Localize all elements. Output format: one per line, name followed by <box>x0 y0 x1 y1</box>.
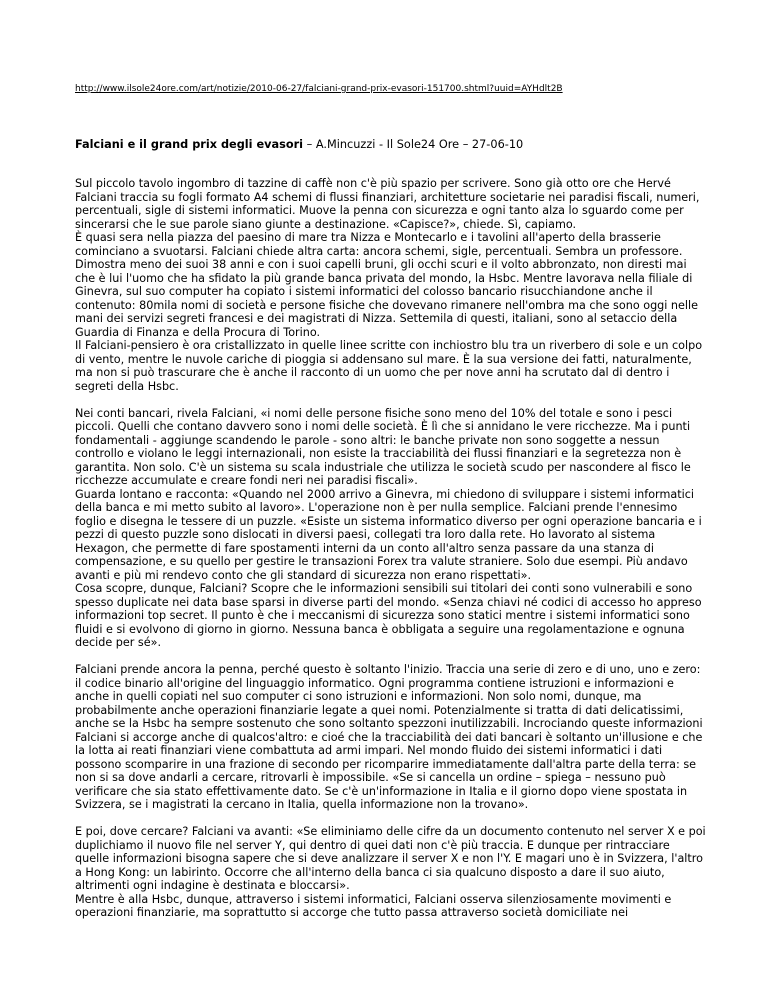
paragraph: È quasi sera nella piazza del paesino di mare tra Nizza e Montecarlo e i tavolini all'aperto della brasserie cominciano a svuotarsi. Falciani chiede altra carta: ancora schemi, sigle, percentuali. Sembra un professore. Dimostra meno dei suoi 38 anni e con i suoi capelli bruni, gli occhi scuri e il volto abbronzato, non diresti mai che è lui l'uomo che ha sfidato la più grande banca privata del mondo, la Hsbc. Mentre lavorava nella filiale di Ginevra, sul suo computer ha copiato i sistemi informatici del colosso bancario risucchiandone anche il contenuto: 80mila nomi di società e persone fisiche che dovevano rimanere nell'ombra ma che sono oggi nelle mani dei servizi segreti francesi e dei magistrati di Nizza. Settemila di questi, italiani, sono al setaccio della Guardia di Finanza e della Procura di Torino. <box>75 231 699 339</box>
article-heading <box>75 138 707 152</box>
article-byline: – A.Mincuzzi - Il Sole24 Ore – 27-06-10 <box>303 138 524 151</box>
paragraph: Il Falciani-pensiero è ora cristallizzato in quelle linee scritte con inchiostro blu tra un riverbero di sole e un colpo di vento, mentre le nuvole cariche di pioggia si addensano sul mare. È la sua versione dei fatti, naturalmente, ma non si può trascurare che è anche il racconto di un uomo che per nove anni ha scrutato dal di dentro i segreti della Hsbc. <box>75 339 703 393</box>
paragraph: Falciani prende ancora la penna, perché questo è soltanto l'inizio. Traccia una serie di zero e di uno, uno e zero: il codice binario all'origine del linguaggio informatico. Ogni programma contiene istruzioni e informazioni e anche in quelli copiati nel suo computer ci sono istruzioni e informazioni. Non solo nomi, dunque, ma probabilmente anche operazioni finanziarie legate a quei nomi. Potenzialmente si tratta di dati delicatissimi, anche se la Hsbc ha sempre sostenuto che sono soltanto spezzoni inutilizzabili. Incrociando queste informazioni Falciani si accorge anche di qualcos'altro: e cioé che la tracciabilità dei dati bancari è soltanto un'illusione e che la lotta ai reati finanziari viene combattuta ad armi impari. Nel mondo fluido dei sistemi informatici i dati possono scomparire in una frazione di secondo per ricomparire immediatamente dall'altra parte della terra: se non si sa dove andarli a cercare, ritrovarli è impossibile. «Se si cancella un ordine – spiega – nessuno può verificare che sia stato effettivamente dato. Se c'è un'informazione in Italia e il giorno dopo viene spostata in Svizzera, se i magistrati la cercano in Italia, quella informazione non la trovano». <box>75 663 703 811</box>
paragraph: E poi, dove cercare? Falciani va avanti: «Se eliminiamo delle cifre da un documento contenuto nel server X e poi duplichiamo il nuovo file nel server Y, qui dentro di quei dati non c'è più traccia. E dunque per rintracciare quelle informazioni bisogna sapere che si deve analizzare il server X e non l'Y. E magari uno è in Svizzera, l'altro a Hong Kong: un labirinto. Occorre che all'interno della banca ci sia qualcuno disposto a dare il suo aiuto, altrimenti ogni indagine è destinata e bloccarsi». <box>75 825 706 892</box>
paragraph: Nei conti bancari, rivela Falciani, «i nomi delle persone fisiche sono meno del 10% del totale e sono i pesci piccoli. Quelli che contano davvero sono i nomi delle società. È lì che si annidano le vere ricchezze. Ma i punti fondamentali - aggiunge scandendo le parole - sono altri: le banche private non sono soggette a nessun controllo e violano le leggi internazionali, non esiste la tracciabilità dei flussi finanziari e la segretezza non è garantita. Non solo. C'è un sistema su scala industriale che utilizza le società scudo per nascondere al fisco le ricchezze accumulate e creare fondi neri nei paradisi fiscali». <box>75 406 691 487</box>
block-3 <box>75 663 707 812</box>
paragraph: Guarda lontano e racconta: «Quando nel 2000 arrivo a Ginevra, mi chiedono di sviluppare i sistemi informatici della banca e mi metto subito al lavoro». L'operazione non è per nulla semplice. Falciani prende l'ennesimo foglio e disegna le tessere di un puzzle. «Esiste un sistema informatico diverso per ogni operazione bancaria e i pezzi di questo puzzle sono dislocati in diversi paesi, collegati tra loro dalla rete. Ho lavorato al sistema Hexagon, che permette di fare spostamenti interni da un conto all'altro senza passare da una stanza di compensazione, e su quello per gestire le transazioni Forex tra valute straniere. Solo due esempi. Più andavo avanti e più mi rendevo conto che gli standard di sicurezza non erano rispettati». <box>75 487 702 582</box>
block-4 <box>75 825 707 920</box>
paragraph: Cosa scopre, dunque, Falciani? Scopre che le informazioni sensibili sui titolari dei conti sono vulnerabili e sono spesso duplicate nei data base sparsi in diverse parti del mondo. «Senza chiavi né codici di accesso ho appreso informazioni top secret. Il punto è che i meccanismi di sicurezza sono statici mentre i sistemi informatici sono fluidi e si evolvono di giorno in giorno. Nessuna banca è obbligata a seguire una regolamentazione e ognuna decide per sé». <box>75 582 702 649</box>
paragraph: Sul piccolo tavolo ingombro di tazzine di caffè non c'è più spazio per scrivere. Sono già otto ore che Hervé Falciani traccia su fogli formato A4 schemi di flussi finanziari, architetture societarie nei paradisi fiscali, numeri, percentuali, sigle di sistemi informatici. Muove la penna con sicurezza e ogni tanto alza lo sguardo come per sincerarsi che le sue parole siano giunte a destinazione. «Capisce?», chiede. Sì, capiamo. <box>75 177 700 231</box>
paragraph-gap <box>75 393 707 407</box>
paragraph-gap <box>75 812 707 826</box>
document-page <box>75 83 707 920</box>
paragraph: Mentre è alla Hsbc, dunque, attraverso i sistemi informatici, Falciani osserva silenziosamente movimenti e operazioni finanziarie, ma soprattutto si accorge che tutto passa attraverso società domiciliate nei <box>75 892 672 919</box>
block-1 <box>75 177 707 393</box>
source-url-link[interactable]: http://www.ilsole24ore.com/art/notizie/2010-06-27/falciani-grand-prix-evasori-151700.shtml?uuid=AYHdlt2B <box>75 84 563 94</box>
paragraph-gap <box>75 650 707 664</box>
block-2 <box>75 407 707 650</box>
article-title: Falciani e il grand prix degli evasori <box>75 138 304 151</box>
